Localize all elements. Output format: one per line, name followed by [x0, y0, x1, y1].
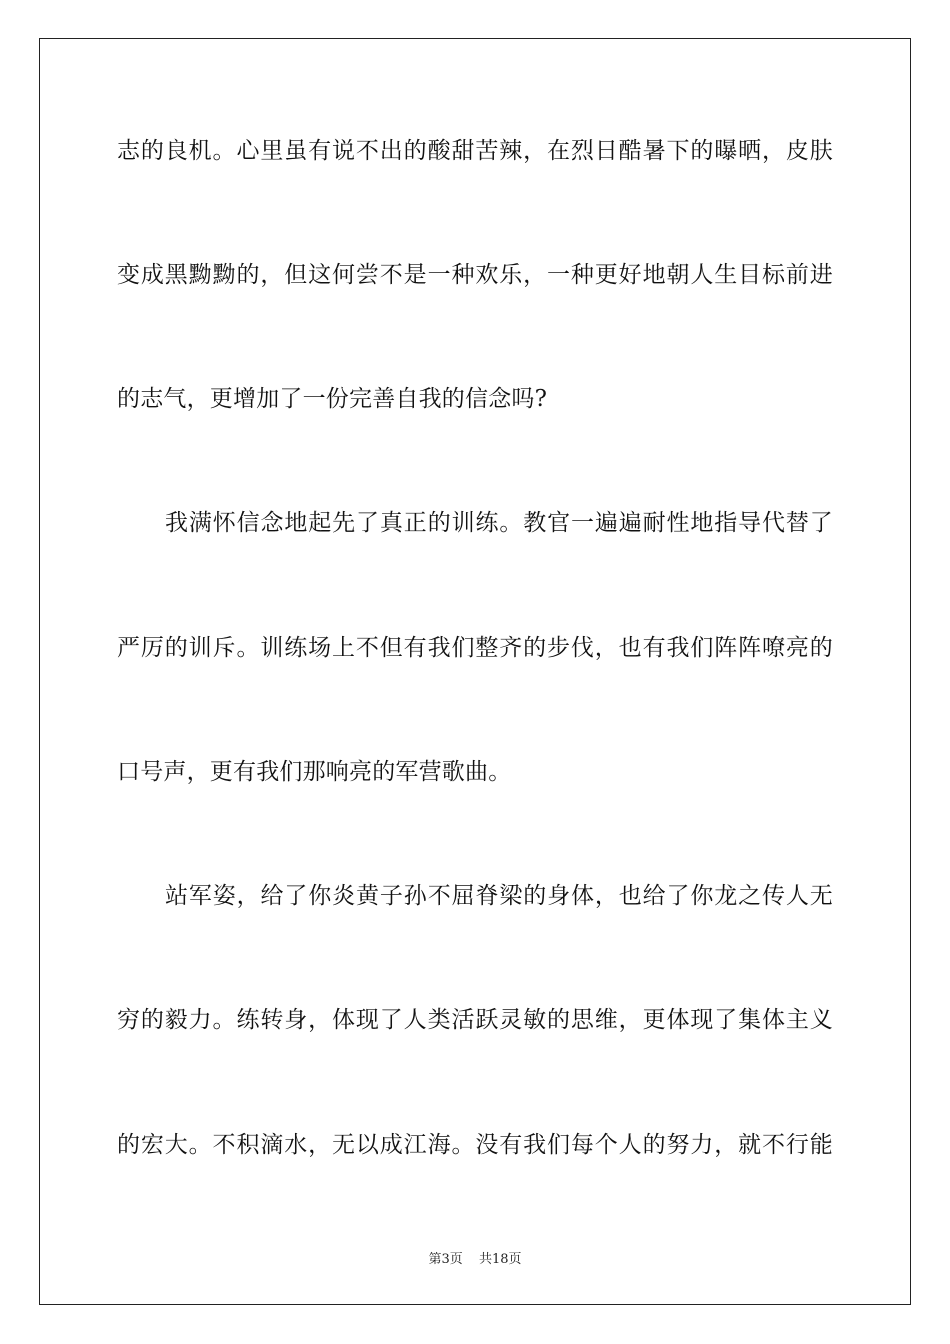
page-border [39, 38, 911, 1305]
paragraph-first-line: 站军姿，给了你炎黄子孙不屈脊梁的身体，也给了你龙之传人无 [165, 883, 833, 909]
body-text-line: 志的良机。心里虽有说不出的酸甜苦辣，在烈日酷暑下的曝晒，皮肤 [117, 138, 833, 164]
body-text-line: 穷的毅力。练转身，体现了人类活跃灵敏的思维，更体现了集体主义 [117, 1007, 833, 1033]
page-number: 第3页 [428, 1252, 463, 1267]
body-text-line: 变成黑黝黝的，但这何尝不是一种欢乐，一种更好地朝人生目标前进 [117, 262, 833, 288]
page-footer [0, 1248, 950, 1267]
body-text-line: 的宏大。不积滴水，无以成江海。没有我们每个人的努力，就不行能 [117, 1132, 833, 1158]
body-text-line: 的志气，更增加了一份完善自我的信念吗? [117, 386, 548, 412]
body-text-line: 严厉的训斥。训练场上不但有我们整齐的步伐，也有我们阵阵嘹亮的 [117, 635, 833, 661]
page-total: 共18页 [478, 1252, 522, 1267]
body-text-line: 口号声，更有我们那响亮的军营歌曲。 [117, 759, 512, 785]
paragraph-first-line: 我满怀信念地起先了真正的训练。教官一遍遍耐性地指导代替了 [165, 510, 833, 536]
